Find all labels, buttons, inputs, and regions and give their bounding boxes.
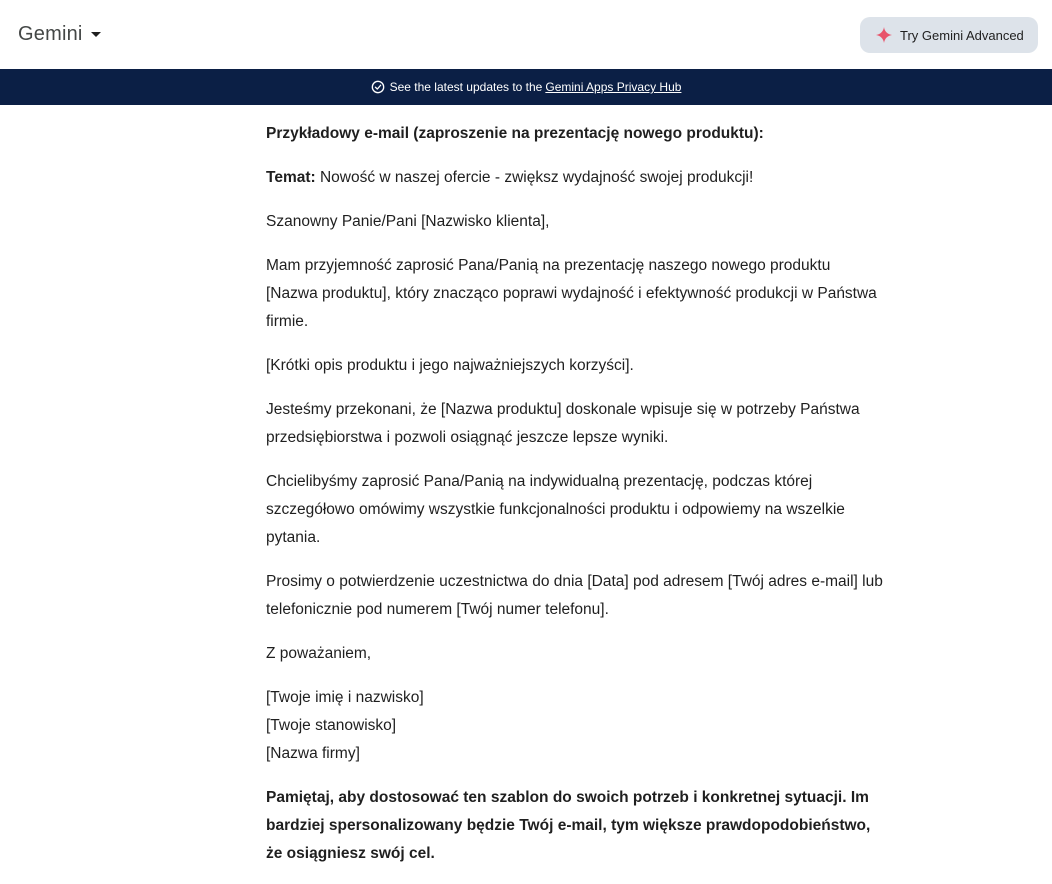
try-gemini-advanced-button[interactable] (860, 17, 1038, 53)
email-greeting: Szanowny Panie/Pani [Nazwisko klienta], (266, 213, 550, 230)
email-subject (266, 164, 886, 192)
model-switcher[interactable] (18, 20, 101, 48)
email-closing: Z poważaniem, (266, 645, 372, 662)
email-paragraph-4: Chcielibyśmy zaprosić Pana/Panią na indywidualną prezentację, podczas której szczegółowo omówimy wszystkie funkcjonalności produktu i odpowiemy na wszelkie pytania. (266, 473, 845, 546)
email-paragraph-3: Jesteśmy przekonani, że [Nazwa produktu] doskonale wpisuje się w potrzeby Państwa przedsiębiorstwa i pozwoli osiągnąć jeszcze lepsze wyniki. (266, 401, 860, 446)
email-paragraph-1: Mam przyjemność zaprosić Pana/Panią na prezentację naszego nowego produktu [Nazwa produktu], który znacząco poprawi wydajność i efektywność produkcji w Państwa firmie. (266, 257, 877, 330)
email-paragraph-5: Prosimy o potwierdzenie uczestnictwa do dnia [Data] pod adresem [Twój adres e-mail] lub telefonicznie pod numerem [Twój numer telefonu]. (266, 573, 883, 618)
email-signature (266, 684, 886, 768)
app-title: Gemini (18, 22, 83, 45)
signature-company: [Nazwa firmy] (266, 745, 360, 762)
response-content (266, 120, 886, 884)
top-bar (0, 0, 1052, 69)
banner-text: See the latest updates to the (389, 80, 543, 94)
gemini-spark-icon (876, 27, 892, 43)
response-heading: Przykładowy e-mail (zaproszenie na prezentację nowego produktu): (266, 125, 764, 142)
subject-label: Temat: (266, 169, 316, 186)
try-gemini-advanced-label: Try Gemini Advanced (900, 27, 1024, 43)
email-paragraph-2: [Krótki opis produktu i jego najważniejszych korzyści]. (266, 357, 634, 374)
signature-name: [Twoje imię i nazwisko] (266, 689, 424, 706)
caret-down-icon (91, 32, 101, 37)
final-note: Pamiętaj, aby dostosować ten szablon do swoich potrzeb i konkretnej sytuacji. Im bardziej spersonalizowany będzie Twój e-mail, tym większe prawdopodobieństwo, że osiągniesz swój cel. (266, 789, 871, 862)
verified-check-icon (371, 80, 385, 94)
privacy-hub-link[interactable]: Gemini Apps Privacy Hub (545, 80, 682, 94)
signature-position: [Twoje stanowisko] (266, 717, 397, 734)
privacy-banner (0, 69, 1052, 105)
subject-text: Nowość w naszej ofercie - zwiększ wydajność swojej produkcji! (319, 169, 754, 186)
